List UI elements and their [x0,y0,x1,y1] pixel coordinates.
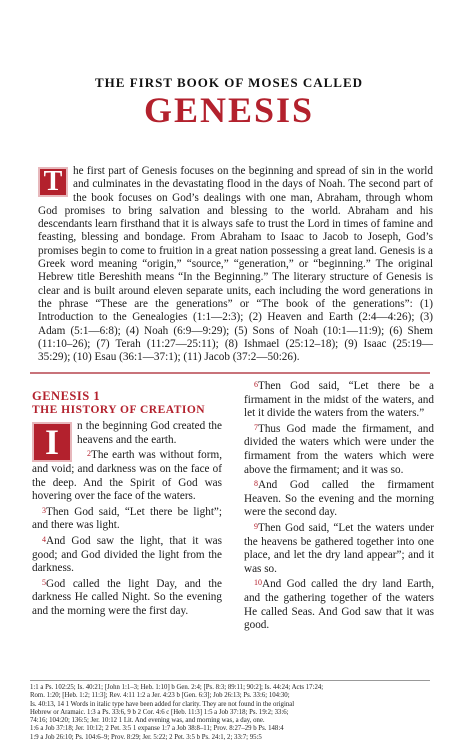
verse-6: 6Then God said, “Let there be a firmament in the midst of the waters, and let it divide the waters from the waters.” [244,380,434,420]
verse-1 [32,420,222,463]
footnote-line: Is. 40:13, 14 1 Words in italic type have been added for clarity. They are not found in the original [30,700,295,708]
verse-3: 3Then God said, “Let there be light”; and there was light. [32,505,222,532]
verse-6-text: Then God said, “Let there be a firmament in the midst of the waters, and let it divide the waters from the waters.” [244,380,434,420]
footnote-line: 1:6 a Job 37:18; Jer. 10:12; 2 Pet. 3:5 1 expanse 1:7 a Job 38:8–11; Prov. 8:27–29 b Ps. 148:4 [30,725,284,733]
chapter-subheading: THE HISTORY OF CREATION [32,403,206,416]
verse-dropcap: I [32,422,72,462]
book-kicker: THE FIRST BOOK OF MOSES CALLED [94,75,364,90]
verse-4: 4And God saw the light, that it was good; and God divided the light from the darkness. [32,534,222,575]
left-column [32,390,222,619]
chapter-heading: GENESIS 1 [32,389,101,403]
verse-9: 9Then God said, “Let the waters under the heavens be gathered together into one place, and let the dry land appear”; and it was so. [244,521,434,575]
footnotes [30,680,430,742]
footnote-line: 74:16; 104:20; 136:5; Jer. 10:12 1 Lit. And evening was, and morning was, a day, one. [30,717,265,725]
verse-1-text: n the beginning God created the heavens and the earth. [77,420,222,446]
verse-4-text: And God saw the light, that it was good; and God divided the light from the darkness. [32,534,222,575]
verse-2: 2The earth was without form, and void; and darkness was on the face of the deep. And the Spirit of God was hovering over the face of the waters. [32,449,222,503]
verse-5-text: God called the light Day, and the darkness He called Night. So the evening and the morning were the first day. [32,577,222,617]
right-column [244,378,434,633]
book-title: GENESIS [143,90,315,130]
footnote-line: 1:1 a Ps. 102:25; Is. 40:21; [John 1:1–3; Heb. 1:10] b Gen. 2:4; [Ps. 8:3; 89:11; 90:2]; Is. 44:24; Acts 17:24; [30,684,324,691]
verse-7: 7Thus God made the firmament, and divided the waters which were under the firmament from the waters which were above the firmament; and it was so. [244,422,434,476]
footnote-line: 1:9 a Job 26:10; Ps. 104:6–9; Prov. 8:29; Jer. 5:22; 2 Pet. 3:5 b Ps. 24:1, 2; 33:7; 95:5 [30,733,262,741]
verse-8: 8And God called the firmament Heaven. So the evening and the morning were the second day. [244,479,434,519]
verse-2-text: The earth was without form, and void; and darkness was on the face of the deep. And the Spirit of God was hovering over the face of the waters. [32,449,222,503]
footnote-line: Hebrew or Aramaic. 1:3 a Ps. 33:6, 9 b 2 Cor. 4:6 c [Heb. 11:3] 1:5 a Job 37:18; Ps. 19:2; 33:6; [30,708,289,716]
verse-10-text: And God called the dry land Earth, and the gathering together of the waters He called Seas. And God saw that it was good. [244,578,434,632]
verse-7-text: Thus God made the firmament, and divided the waters which were under the firmament from the waters which were above the firmament; and it was so. [244,422,434,476]
intro-dropcap: T [38,167,68,197]
verse-3-text: Then God said, “Let there be light”; and there was light. [32,505,222,532]
footnote-line: Rom. 1:20; [Heb. 1:2; 11:3]; Rev. 4:11 1:2 a Jer. 4:23 b [Gen. 6:3]; Job 26:13; Ps. 33:6; 104:30; [30,692,290,700]
intro-text: he first part of Genesis focuses on the beginning and spread of sin in the world and culminates in the devastating flood in the days of Noah. The second part of the book focuses on God’s dealings with one man, Abraham, through whom God promises to bring salvation and blessing to the world. Abraham and his descendants learn firsthand that it is always safe to trust the Lord in times of famine and feasting, blessing and bondage. From Abraham to Isaac to Jacob to Joseph, God’s promises begin to come to fruition in a great nation possessing a great land. Genesis is a Greek word meaning “origin,” “source,” “generation,” or “beginning.” The original Hebrew title Bereshith means “In the Beginning.” The literary structure of Genesis is clear and is built around eleven separate units, each including the word generations in the phrase “These are the generations” or “The book of the generations”: (1) Introduction to the Genealogies (1:1—2:3); (2) Heaven and Earth (2:4—4:26); (3) Adam (5:1—6:8); (4) Noah (6:9—9:29); (5) Sons of Noah (10:1—11:9); (6) Shem (11:10–26); (7) Terah (11:27—25:11); (8) Ishmael (25:12–18); (9) Isaac (25:19—35:29); (10) Esau (36:1—37:1); (11) Jacob (37:2—50:26). [38,165,433,364]
verse-9-text: Then God said, “Let the waters under the heavens be gathered together into one place, and let the dry land appear”; and it was so. [244,521,434,575]
section-divider [30,372,430,374]
book-introduction [38,165,433,364]
verse-5: 5God called the light Day, and the darkness He called Night. So the evening and the morning were the first day. [32,577,222,617]
verse-8-text: And God called the firmament Heaven. So the evening and the morning were the second day. [244,479,434,519]
verse-10: 10And God called the dry land Earth, and the gathering together of the waters He called Seas. And God saw that it was good. [244,578,434,632]
